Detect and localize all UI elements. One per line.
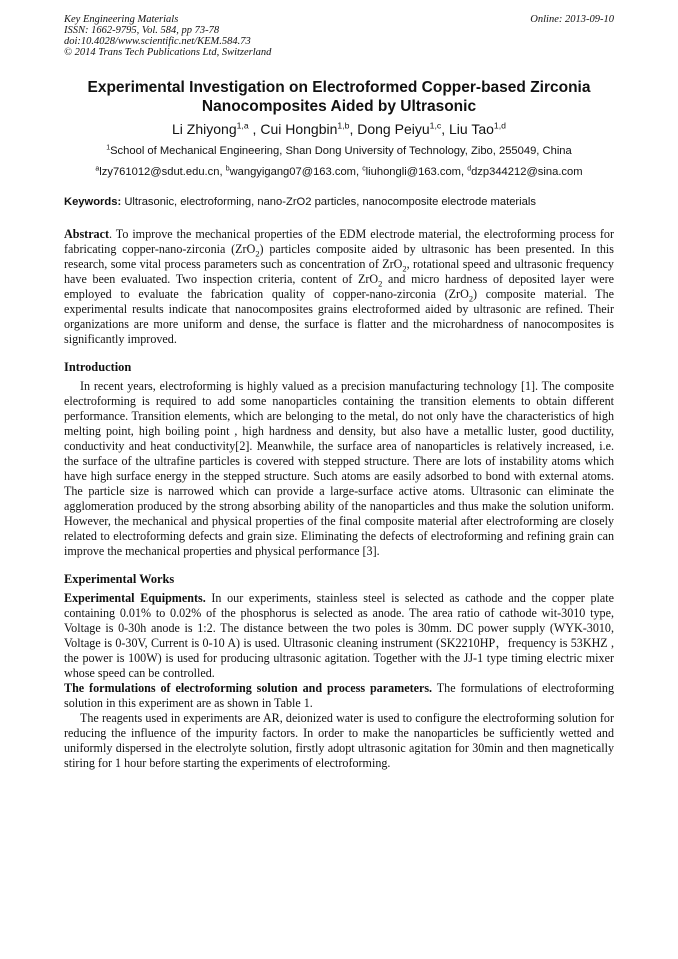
- equipment-label: Experimental Equipments.: [64, 591, 206, 605]
- formulation-paragraph: [64, 681, 614, 711]
- affiliation-mark: 1: [106, 144, 111, 152]
- author-name: Cui Hongbin: [260, 121, 338, 137]
- keywords-text: Ultrasonic, electroforming, nano-ZrO2 particles, nanocomposite electrode materials: [124, 196, 536, 208]
- introduction-heading: Introduction: [64, 360, 132, 374]
- keywords: [64, 195, 614, 209]
- abstract-label: Abstract: [64, 227, 110, 241]
- title-line-2: Nanocomposites Aided by Ultrasonic: [201, 98, 477, 115]
- author-affiliation-mark: 1,d: [493, 120, 506, 131]
- abstract-text: and micro hardness of deposited layer were employed to evaluate the fabrication quality of copper-nano-zirconia (ZrO: [64, 272, 614, 301]
- email-link[interactable]: liuhongli@163.com,: [365, 166, 465, 178]
- email-link[interactable]: dzp344212@sina.com: [471, 166, 583, 178]
- online-date: Online: 2013-09-10: [530, 14, 614, 25]
- subscript: 2: [468, 293, 474, 304]
- issn-line: ISSN: 1662-9795, Vol. 584, pp 73-78: [64, 25, 220, 36]
- experimental-heading: Experimental Works: [64, 572, 175, 586]
- affiliation-text: School of Mechanical Engineering, Shan Dong University of Technology, Zibo, 255049, China: [110, 145, 572, 157]
- author-list: Li Zhiyong$^{1,a}$ , Cui Hongbin$^{1,b}$, Dong Peiyu$^{1,c}$, Liu Tao$^{1,d}$: [172, 120, 506, 137]
- introduction-paragraph: In recent years, electroforming is highly valued as a precision manufacturing technology [1]. The composite electroforming is required to add some nanoparticles containing the transition elements to obtain different performance. Transition elements, which are belonging to the metal, do not only have the characteristics of high melting point, high boiling point , high hardness and density, but also have a metallic luster, good ductility, conductivity and heat conductivity[2]. Meanwhile, the surface area of nanoparticles is relatively increased, i.e. the surface of the ultrafine particles is covered with stepped structure. There are lots of instability atoms which have high surface energy in the stepped structure. Such atoms are easily adsorbed to bond with external atoms. The particle size is narrowed which can provide a large-surface active atoms. Ultrasonic can eliminate the agglomeration produced by the strong absorbing ability of the nanoparticles and thus make the solution uniform. However, the mechanical and physical properties of the final composite material after electroforming are closely related to electroforming defects and grain size. Eliminating the defects of electroforming and refining grain can improve the mechanical properties and physical performance [3].: [64, 379, 614, 558]
- email-list: [64, 165, 614, 179]
- journal-header: [64, 14, 614, 58]
- equipment-text: In our experiments, stainless steel is selected as cathode and the copper plate containing 0.01% to 0.02% of the phosphorus is selected as anode. The area ratio of cathode wit-3010 type, Voltage is 0-30h anode is 1:2. The distance between the two poles is 30mm. DC power supply (WYK-3010, Voltage is 0-30V, Current is 0-10 A) is used. Ultrasonic cleaning instrument (SK2210HP，frequency is 53KHZ , the power is 100W) is used for producing ultrasonic agitation. Together with the JJ-1 type timing electric mixer whose speed can be controlled.: [64, 591, 614, 680]
- abstract-text: ) particles composite aided by ultrasonic has been presented. In this research, some vital process parameters such as concentration of ZrO: [64, 242, 614, 271]
- email-link[interactable]: lzy761012@sdut.edu.cn,: [99, 166, 223, 178]
- email-mark: a: [95, 165, 100, 173]
- abstract-text: ) composite material. The experimental results indicate that nanocomposites grains electroformed aided by ultrasonic are refined. Their organizations are more uniform and dense, the surface is flatter and the microhardness of nanocomposites is significantly improved.: [64, 287, 614, 346]
- subscript: 2: [378, 278, 383, 289]
- equipment-paragraph: [64, 591, 614, 681]
- author-affiliation-mark: 1,a: [236, 120, 249, 131]
- journal-name: Key Engineering Materials: [64, 14, 179, 25]
- abstract-text: , rotational speed and ultrasonic frequency have been evaluated. Two inspection criteria, content of ZrO: [64, 257, 614, 286]
- email-mark: c: [362, 165, 366, 173]
- keywords-label: Keywords:: [64, 196, 122, 208]
- author-name: Dong Peiyu: [357, 121, 430, 137]
- affiliation: [64, 144, 614, 158]
- formulation-label: The formulations of electroforming solution and process parameters.: [64, 681, 433, 695]
- reagents-paragraph: The reagents used in experiments are AR, deionized water is used to configure the electroforming solution for reducing the influence of the impurity factors. In order to make the nanoparticles be sufficiently wetted and uniformly dispersed in the electrolyte solution, firstly adopt ultrasonic agitation for 30min and then magnetically stiring for 1 hour before starting the experiments of electroforming.: [64, 711, 614, 770]
- subscript: 2: [402, 263, 407, 274]
- author-name: Li Zhiyong: [172, 121, 237, 137]
- abstract: [64, 227, 614, 347]
- paper-title: [64, 78, 614, 116]
- email-link[interactable]: wangyigang07@163.com,: [229, 166, 360, 178]
- author-affiliation-mark: 1,b: [337, 120, 350, 131]
- paper-page: [64, 14, 614, 771]
- title-line-1: Experimental Investigation on Electroformed Copper-based Zirconia: [87, 79, 591, 96]
- email-mark: d: [467, 165, 472, 173]
- author-name: Liu Tao: [449, 121, 494, 137]
- abstract-text: . To improve the mechanical properties of the EDM electrode material, the electroforming process for fabricating copper-nano-zirconia (ZrO: [64, 227, 614, 256]
- doi-line: doi:10.4028/www.scientific.net/KEM.584.73: [64, 36, 251, 47]
- copyright-line: © 2014 Trans Tech Publications Ltd, Switzerland: [64, 47, 272, 58]
- email-mark: b: [225, 165, 230, 173]
- formulation-text: The formulations of electroforming solution in this experiment are as shown in Table 1.: [64, 681, 614, 710]
- author-affiliation-mark: 1,c: [429, 120, 442, 131]
- subscript: 2: [255, 248, 260, 259]
